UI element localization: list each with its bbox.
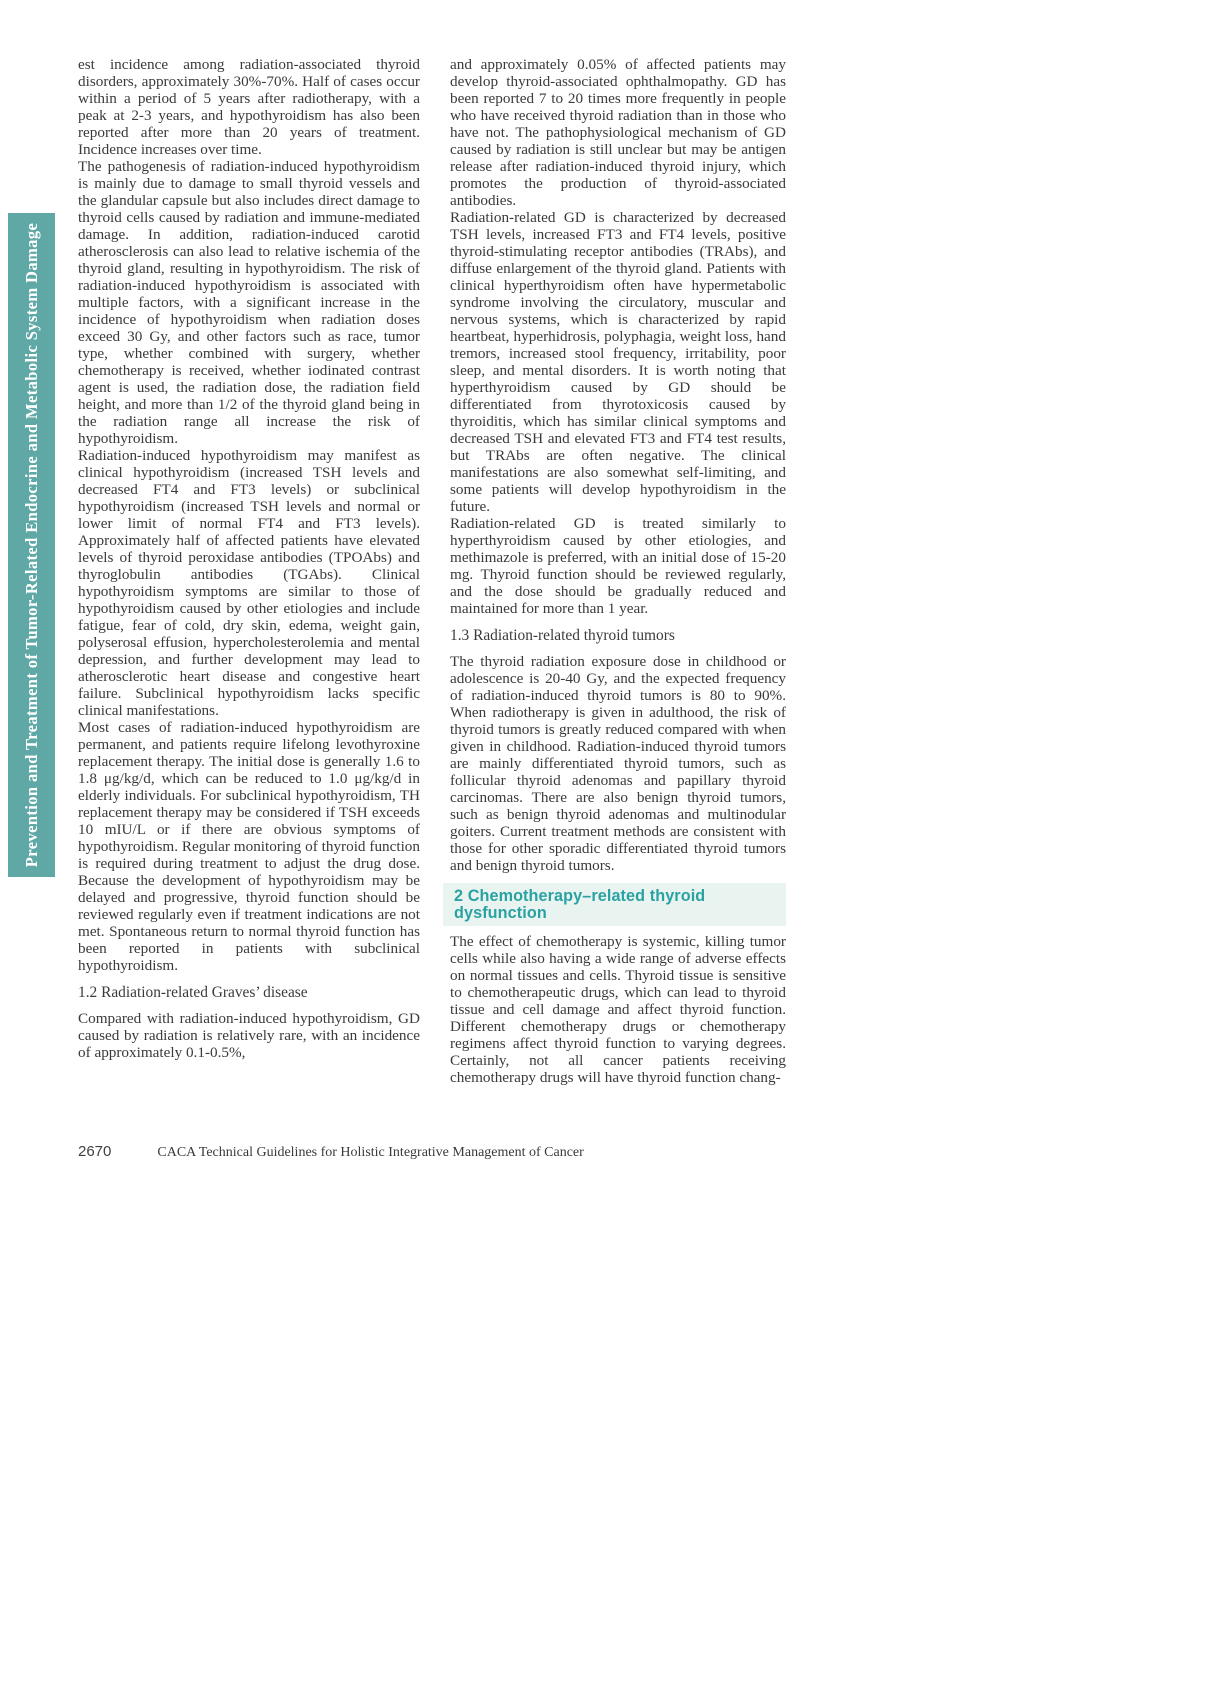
page-footer: [78, 1143, 786, 1161]
body-paragraph: Radiation-related GD is characterized by decreased TSH levels, increased FT3 and FT4 levels, positive thyroid-stimulating receptor antibodies (TRAbs), and diffuse enlargement of the thyroid gland. Patients with clinical hyperthyroidism often have hypermetabolic syndrome involving the circulatory, muscular and nervous systems, which is characterized by rapid heartbeat, hyperhidrosis, polyphagia, weight loss, hand tremors, increased stool frequency, irritability, poor sleep, and mental disorders. It is worth noting that hyperthyroidism caused by GD should be differentiated from thyrotoxicosis caused by thyroiditis, which has similar clinical symptoms and decreased TSH and elevated FT3 and FT4 test results, but TRAbs are often negative. The clinical manifestations are also somewhat self-limiting, and some patients will develop hypothyroidism in the future.: [450, 209, 786, 515]
body-paragraph: and approximately 0.05% of affected patients may develop thyroid-associated ophthalmopathy. GD has been reported 7 to 20 times more frequently in people who have received thyroid radiation than in those who have not. The pathophysiological mechanism of GD caused by radiation is still unclear but may be antigen release after radiation-induced thyroid injury, which promotes the production of thyroid-associated antibodies.: [450, 56, 786, 209]
sidebar-band: [8, 213, 55, 877]
section-heading-2: 2 Chemotherapy–related thyroid dysfunction: [443, 883, 786, 926]
right-column: [450, 56, 786, 1086]
body-paragraph: The thyroid radiation exposure dose in childhood or adolescence is 20-40 Gy, and the expected frequency of radiation-induced thyroid tumors is 80 to 90%. When radiotherapy is given in adulthood, the risk of thyroid tumors is greatly reduced compared with when given in childhood. Radiation-induced thyroid tumors are mainly differentiated thyroid tumors, such as follicular thyroid adenomas and papillary thyroid carcinomas. There are also benign thyroid tumors, such as benign thyroid adenomas and multinodular goiters. Current treatment methods are consistent with those for other sporadic differentiated thyroid tumors and benign thyroid tumors.: [450, 653, 786, 874]
body-paragraph: Most cases of radiation-induced hypothyroidism are permanent, and patients require lifelong levothyroxine replacement therapy. The initial dose is generally 1.6 to 1.8 μg/kg/d, which can be reduced to 1.0 μg/kg/d in elderly individuals. For subclinical hypothyroidism, TH replacement therapy may be considered if TSH exceeds 10 mIU/L or if there are obvious symptoms of hypothyroidism. Regular monitoring of thyroid function is required during treatment to adjust the drug dose. Because the development of hypothyroidism may be delayed and progressive, thyroid function should be reviewed regularly even if treatment indications are not met. Spontaneous return to normal thyroid function has been reported in patients with subclinical hypothyroidism.: [78, 719, 420, 974]
subsection-heading-1-2: 1.2 Radiation-related Graves’ disease: [78, 984, 308, 1001]
subsection-heading-1-3: 1.3 Radiation-related thyroid tumors: [450, 627, 675, 644]
left-column: [78, 56, 420, 1061]
footer-running-title: CACA Technical Guidelines for Holistic Integrative Management of Cancer: [157, 1145, 584, 1160]
body-paragraph: The pathogenesis of radiation-induced hypothyroidism is mainly due to damage to small thyroid vessels and the glandular capsule but also includes direct damage to thyroid cells caused by radiation and immune-mediated damage. In addition, radiation-induced carotid atherosclerosis can also lead to relative ischemia of the thyroid gland, resulting in hypothyroidism. The risk of radiation-induced hypothyroidism is associated with multiple factors, with a significant increase in the incidence of hypothyroidism when radiation doses exceed 30 Gy, and other factors such as race, tumor type, whether combined with surgery, whether chemotherapy is received, whether iodinated contrast agent is used, the radiation dose, the radiation field height, and more than 1/2 of the thyroid gland being in the radiation range all increase the risk of hypothyroidism.: [78, 158, 420, 447]
body-paragraph: Radiation-induced hypothyroidism may manifest as clinical hypothyroidism (increased TSH levels and decreased FT4 and FT3 levels) or subclinical hypothyroidism (increased TSH levels and normal or lower limit of normal FT4 and FT3 levels). Approximately half of affected patients have elevated levels of thyroid peroxidase antibodies (TPOAbs) and thyroglobulin antibodies (TGAbs). Clinical hypothyroidism symptoms are similar to those of hypothyroidism caused by other etiologies and include fatigue, fear of cold, dry skin, edema, weight gain, polyserosal effusion, hypercholesterolemia and mental depression, and further development may lead to atherosclerotic heart disease and congestive heart failure. Subclinical hypothyroidism lacks specific clinical manifestations.: [78, 447, 420, 719]
sidebar-vertical-title: Prevention and Treatment of Tumor-Related Endocrine and Metabolic System Damage: [22, 222, 41, 868]
body-paragraph: Compared with radiation-induced hypothyroidism, GD caused by radiation is relatively rare, with an incidence of approximately 0.1-0.5%,: [78, 1010, 420, 1061]
body-paragraph: est incidence among radiation-associated thyroid disorders, approximately 30%-70%. Half of cases occur within a period of 5 years after radiotherapy, with a peak at 2-3 years, and hypothyroidism has also been reported after more than 20 years of treatment. Incidence increases over time.: [78, 56, 420, 158]
body-paragraph: The effect of chemotherapy is systemic, killing tumor cells while also having a wide range of adverse effects on normal tissues and cells. Thyroid tissue is sensitive to chemotherapeutic drugs, which can lead to thyroid tissue and cell damage and affect thyroid function. Different chemotherapy drugs or chemotherapy regimens affect thyroid function to varying degrees. Certainly, not all cancer patients receiving chemotherapy drugs will have thyroid function chang-: [450, 933, 786, 1086]
page-number: 2670: [78, 1143, 112, 1160]
body-paragraph: Radiation-related GD is treated similarly to hyperthyroidism caused by other etiologies, and methimazole is preferred, with an initial dose of 15-20 mg. Thyroid function should be reviewed regularly, and the dose should be gradually reduced and maintained for more than 1 year.: [450, 515, 786, 617]
